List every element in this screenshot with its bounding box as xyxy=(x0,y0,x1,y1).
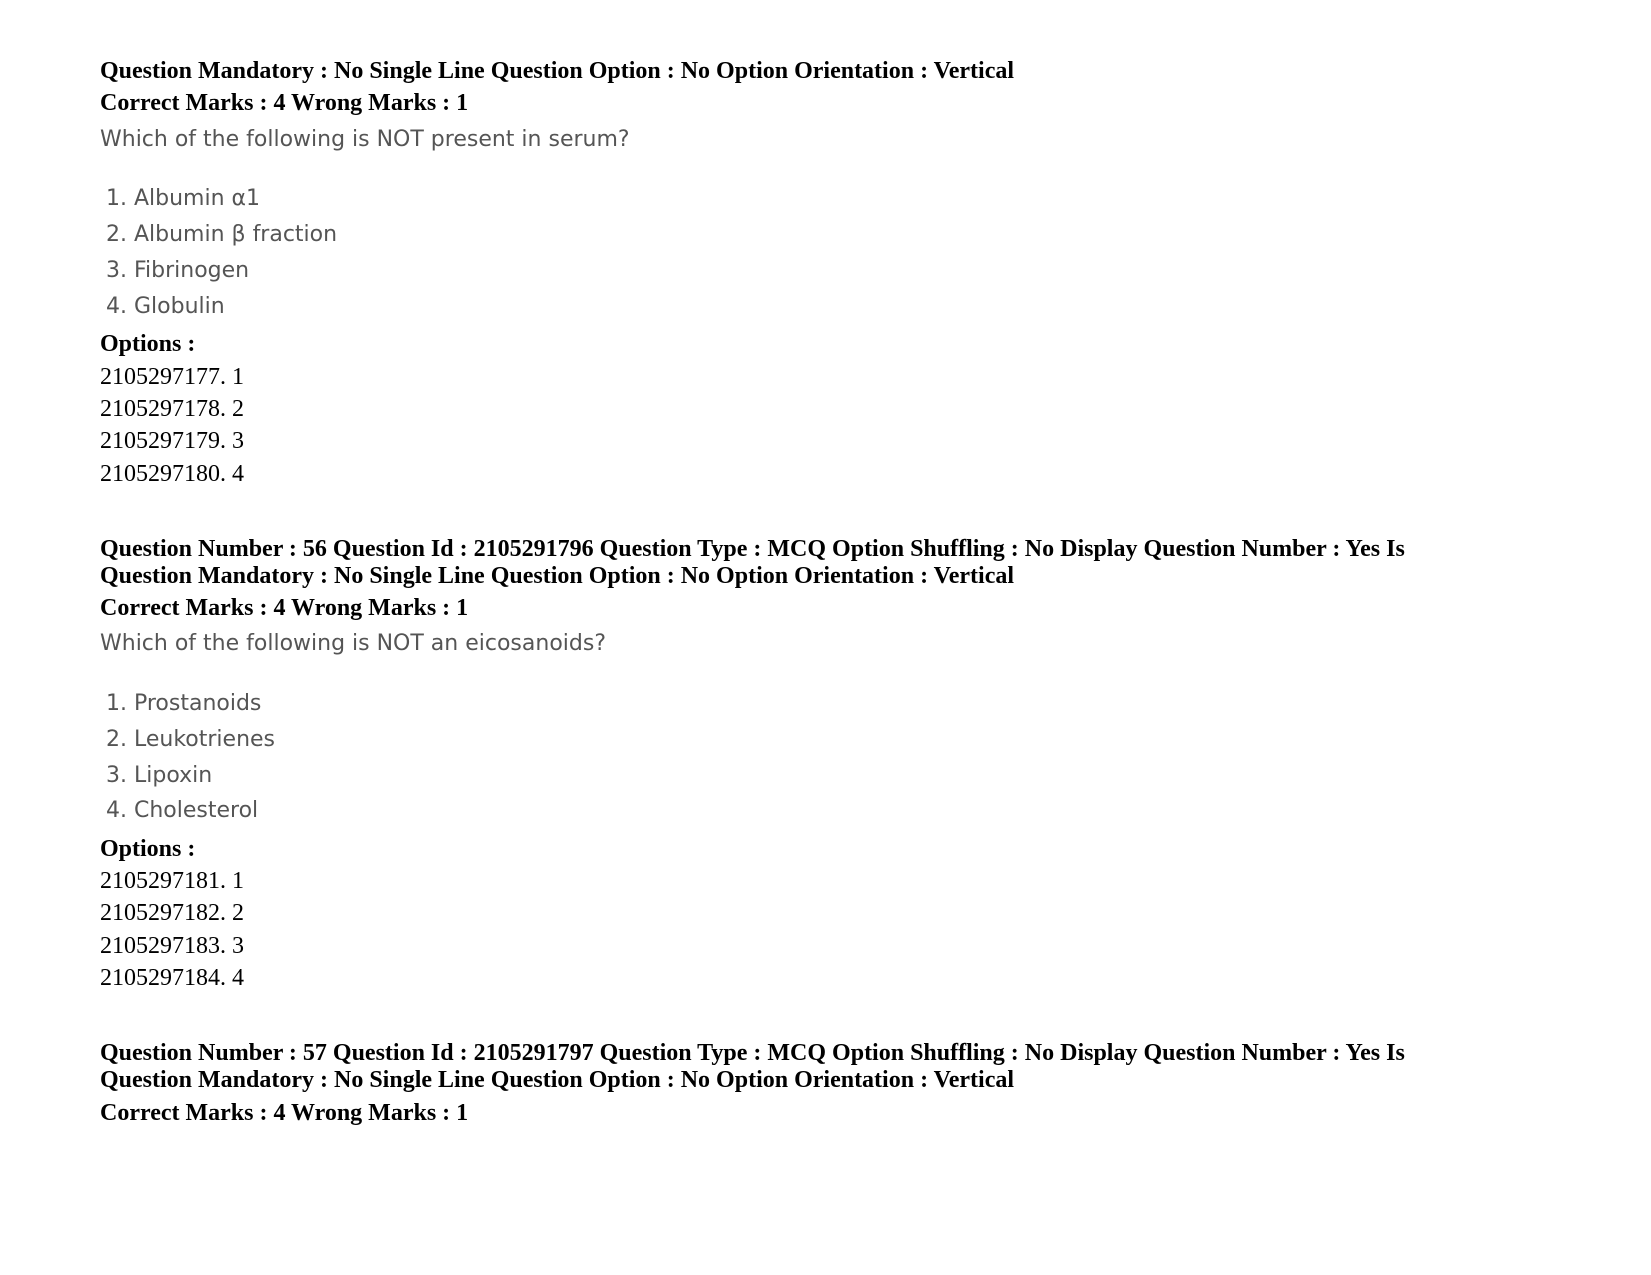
choice-item: 4. Cholesterol xyxy=(106,798,259,823)
question-meta-line: Question Number : 57 Question Id : 2105291797 Question Type : MCQ Option Shuffling : No Display Question Number : Yes Is xyxy=(100,1040,1405,1066)
question-meta-line: Question Mandatory : No Single Line Question Option : No Option Orientation : Vertical xyxy=(100,58,1015,84)
choice-item: 4. Globulin xyxy=(106,294,225,319)
choice-item: 1. Albumin α1 xyxy=(106,186,261,211)
option-id: 2105297182. 2 xyxy=(100,900,244,926)
question-text: Which of the following is NOT an eicosanoids? xyxy=(100,631,606,656)
choice-item: 2. Albumin β fraction xyxy=(106,222,338,247)
option-id: 2105297178. 2 xyxy=(100,396,244,422)
choice-item: 2. Leukotrienes xyxy=(106,727,276,752)
options-label: Options : xyxy=(100,836,196,862)
option-id: 2105297177. 1 xyxy=(100,364,244,390)
option-id: 2105297184. 4 xyxy=(100,965,244,991)
option-id: 2105297183. 3 xyxy=(100,933,244,959)
options-label: Options : xyxy=(100,331,196,357)
marks-line: Correct Marks : 4 Wrong Marks : 1 xyxy=(100,595,469,621)
option-id: 2105297179. 3 xyxy=(100,428,244,454)
question-meta-line: Question Mandatory : No Single Line Question Option : No Option Orientation : Vertical xyxy=(100,563,1015,589)
option-id: 2105297181. 1 xyxy=(100,868,244,894)
choice-item: 1. Prostanoids xyxy=(106,691,262,716)
question-meta-line: Question Number : 56 Question Id : 2105291796 Question Type : MCQ Option Shuffling : No Display Question Number : Yes Is xyxy=(100,536,1405,562)
question-text: Which of the following is NOT present in serum? xyxy=(100,127,630,152)
question-meta-line: Question Mandatory : No Single Line Question Option : No Option Orientation : Vertical xyxy=(100,1067,1015,1093)
option-id: 2105297180. 4 xyxy=(100,461,244,487)
choice-item: 3. Lipoxin xyxy=(106,763,213,788)
marks-line: Correct Marks : 4 Wrong Marks : 1 xyxy=(100,90,469,116)
marks-line: Correct Marks : 4 Wrong Marks : 1 xyxy=(100,1100,469,1126)
choice-item: 3. Fibrinogen xyxy=(106,258,250,283)
